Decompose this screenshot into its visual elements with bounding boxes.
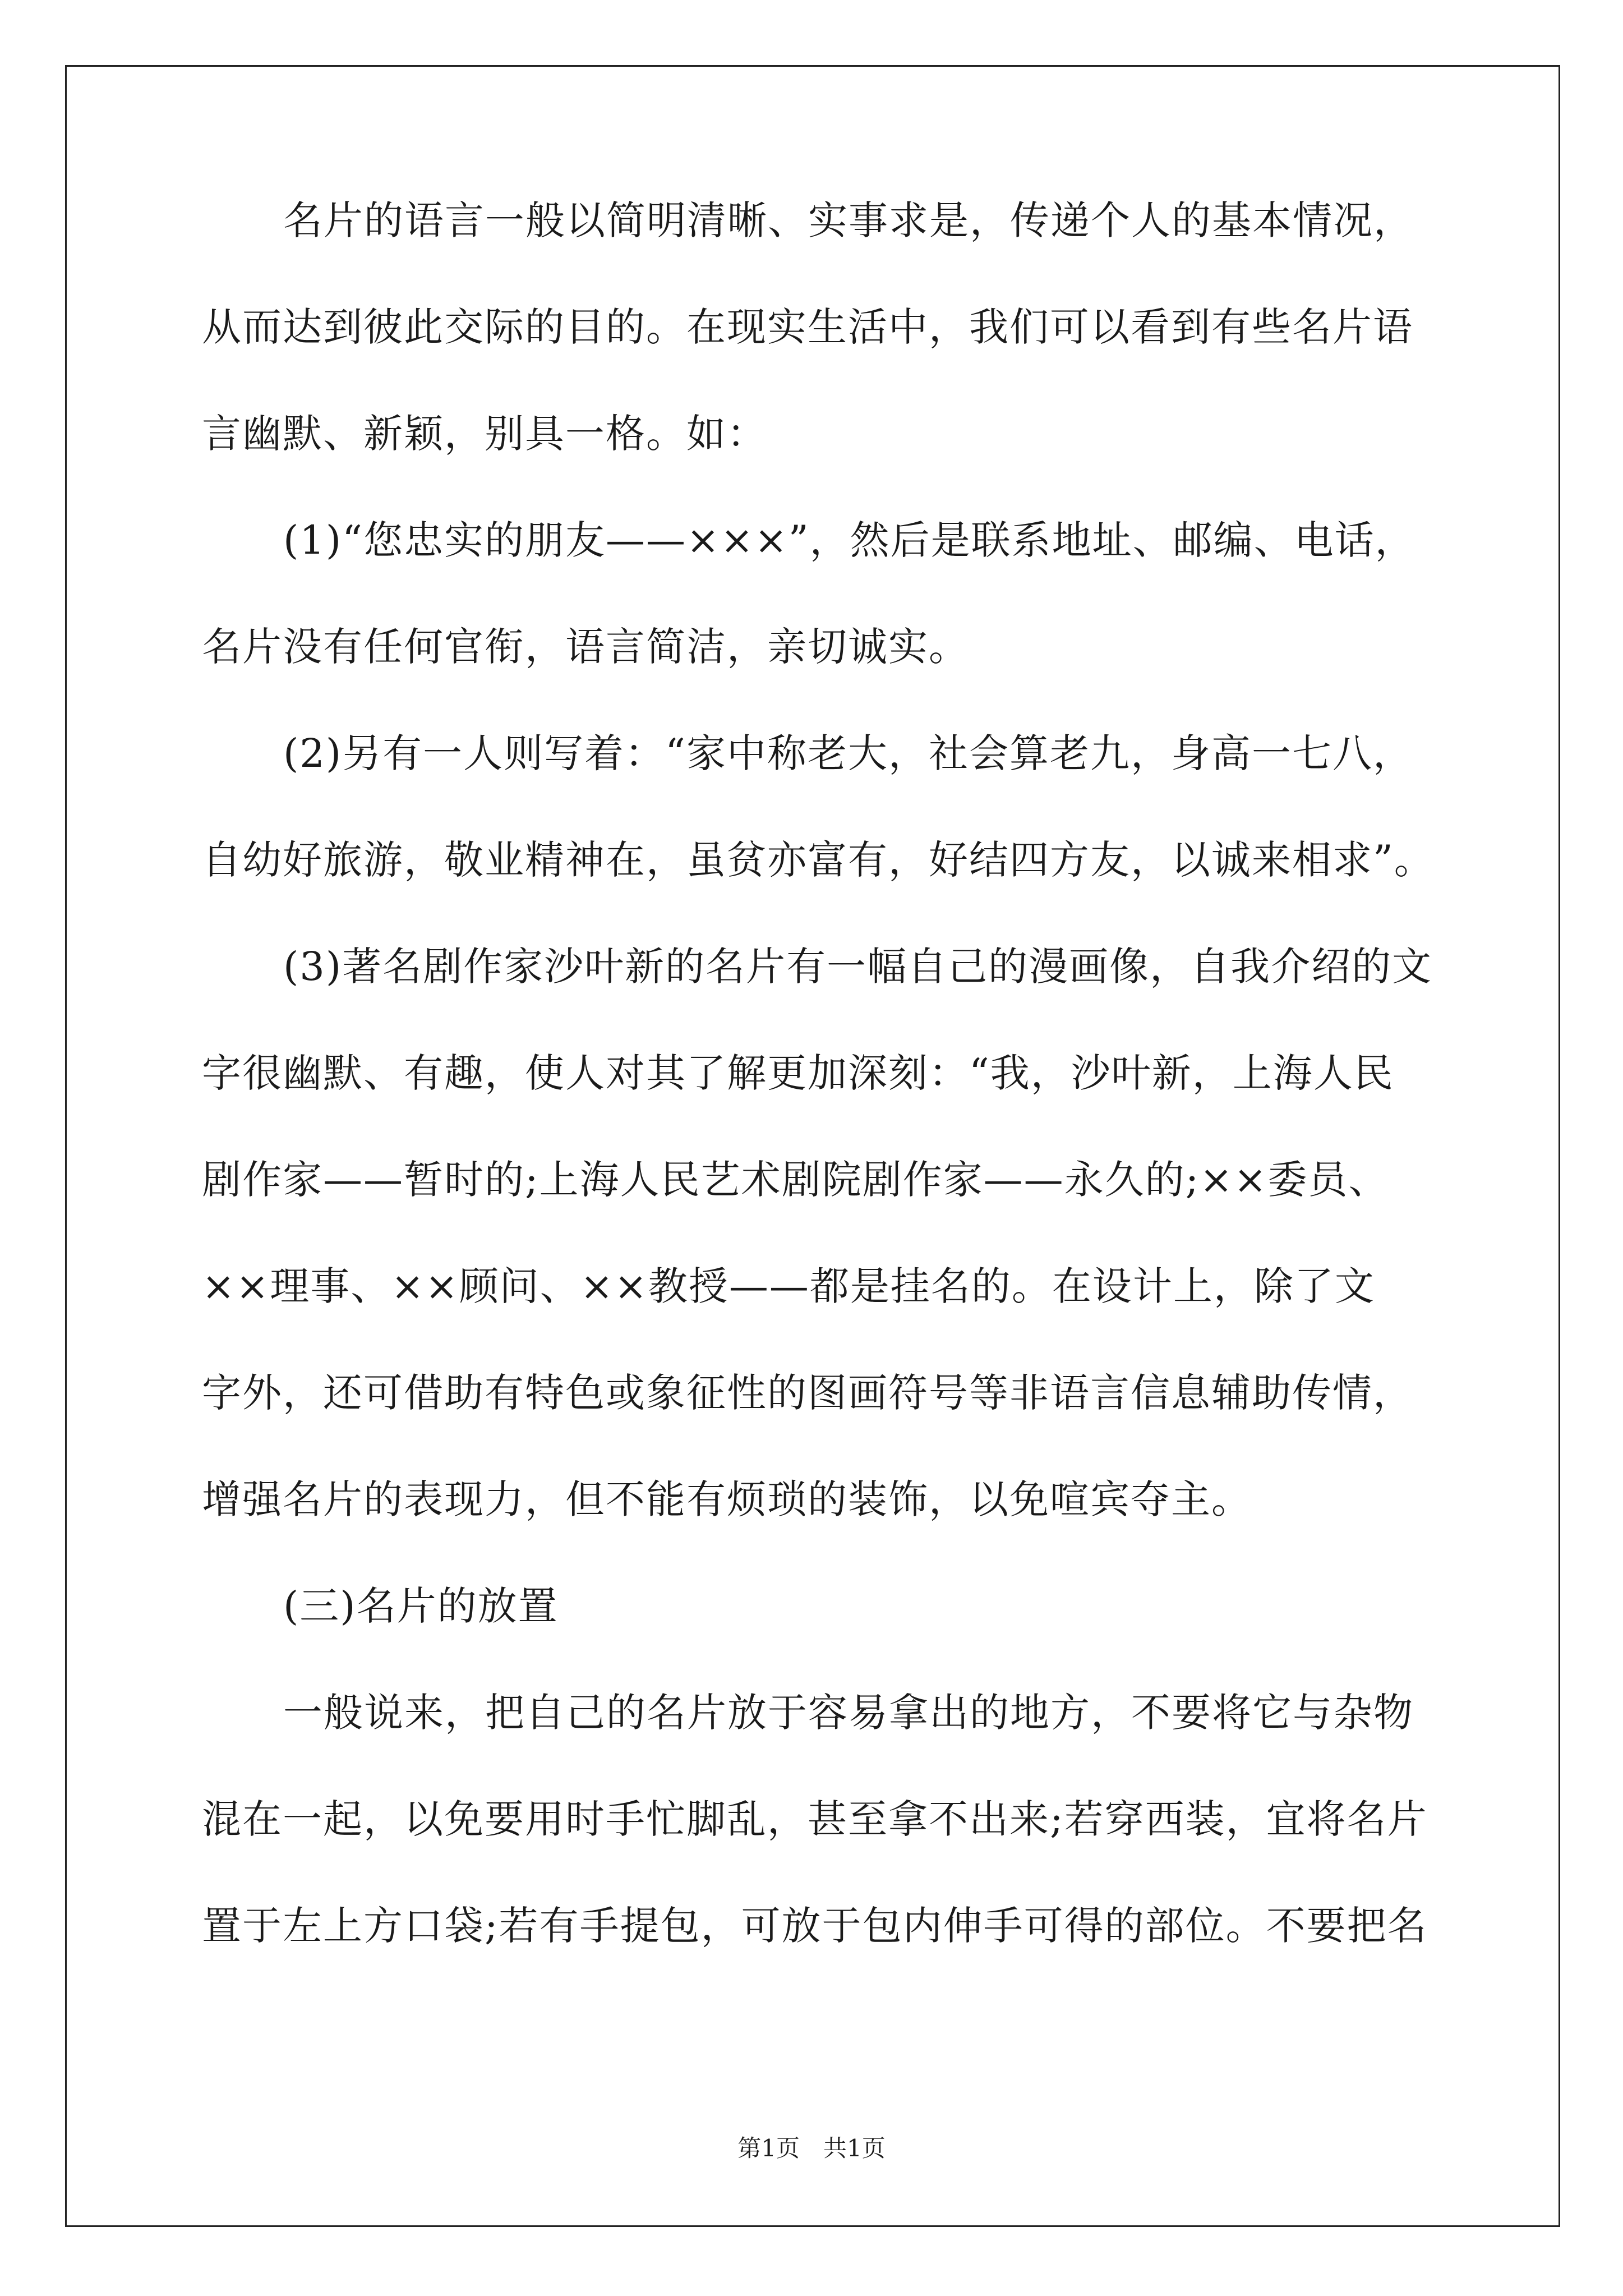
text-line: ××理事、××顾问、××教授——都是挂名的。在设计上，除了文 bbox=[202, 1263, 1375, 1309]
page-number-footer: 第1页 共1页 bbox=[737, 2134, 886, 2162]
text-line: 自幼好旅游，敬业精神在，虽贫亦富有，好结四方友，以诚来相求”。 bbox=[202, 837, 1435, 883]
text-line: 字很幽默、有趣，使人对其了解更加深刻：“我，沙叶新，上海人民 bbox=[202, 1050, 1394, 1096]
text-line: 名片的语言一般以简明清晰、实事求是，传递个人的基本情况， bbox=[283, 197, 1414, 243]
text-line: 剧作家——暂时的;上海人民艺术剧院剧作家——永久的;××委员、 bbox=[202, 1157, 1389, 1203]
text-line: 字外，还可借助有特色或象征性的图画符号等非语言信息辅助传情， bbox=[202, 1370, 1413, 1416]
text-line: 增强名片的表现力，但不能有烦琐的装饰，以免喧宾夺主。 bbox=[202, 1476, 1252, 1522]
text-line: 一般说来，把自己的名片放于容易拿出的地方，不要将它与杂物 bbox=[283, 1690, 1414, 1736]
section-heading: (三)名片的放置 bbox=[283, 1583, 559, 1629]
text-line: 从而达到彼此交际的目的。在现实生活中，我们可以看到有些名片语 bbox=[202, 304, 1413, 350]
text-line: (2)另有一人则写着：“家中称老大，社会算老九，身高一七八， bbox=[283, 730, 1413, 776]
text-line: 名片没有任何官衔，语言简洁，亲切诚实。 bbox=[202, 624, 969, 670]
text-line: 言幽默、新颖，别具一格。如： bbox=[202, 411, 767, 457]
text-line: (3)著名剧作家沙叶新的名片有一幅自己的漫画像，自我介绍的文 bbox=[283, 944, 1433, 990]
text-line: 置于左上方口袋;若有手提包，可放于包内伸手可得的部位。不要把名 bbox=[202, 1903, 1428, 1949]
text-line: (1)“您忠实的朋友——×××”，然后是联系地址、邮编、电话， bbox=[283, 517, 1415, 563]
text-line: 混在一起，以免要用时手忙脚乱，甚至拿不出来;若穿西装，宜将名片 bbox=[202, 1796, 1428, 1842]
